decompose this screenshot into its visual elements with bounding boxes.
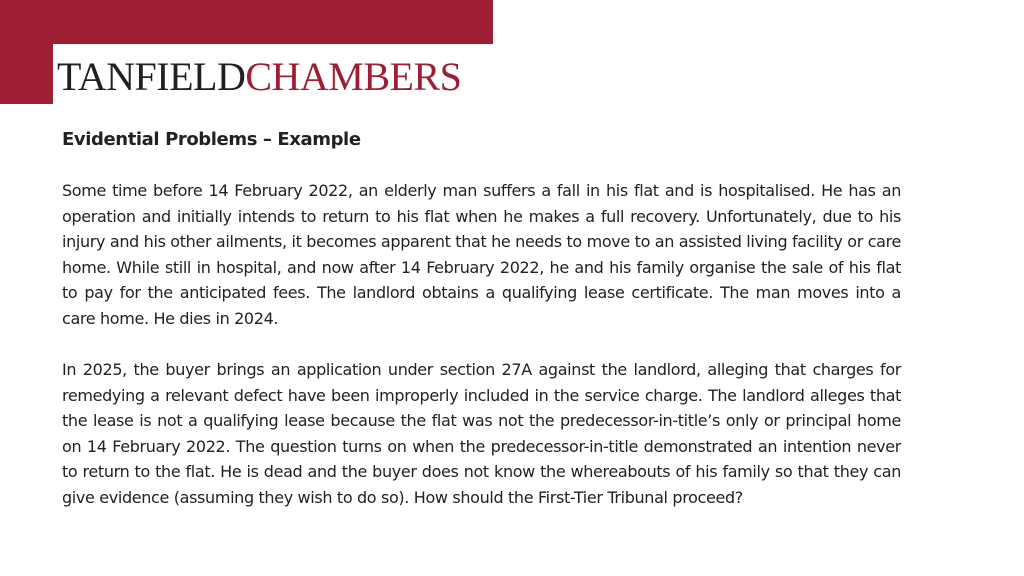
body-paragraph-question: In 2025, the buyer brings an application under section 27A against the landlord, alleging that charges for remedying a relevant defect have been improperly included in the service charge. The landlord alleges that the lease is not a qualifying lease because the flat was not the predecessor-in-title’s only or principal home on 14 February 2022. The question turns on when the predecessor-in-title demonstrated an intention never to return to the flat. He is dead and the buyer does not know the whereabouts of his family so that they can give evidence (assuming they wish to do so). How should the First-Tier Tribunal proceed?: [62, 360, 901, 507]
body-paragraph-facts: Some time before 14 February 2022, an elderly man suffers a fall in his flat and is hospitalised. He has an operation and initially intends to return to his flat when he makes a full recovery. Unfortunately, due to his injury and his other ailments, it becomes apparent that he needs to move to an assisted living facility or care home. While still in hospital, and now after 14 February 2022, he and his family organise the sale of his flat to pay for the anticipated fees. The landlord obtains a qualifying lease certificate. The man moves into a care home. He dies in 2024.: [62, 181, 901, 328]
logo-word-chambers: CHAMBERS: [245, 54, 462, 99]
slide-title: Evidential Problems – Example: [62, 129, 361, 150]
tanfield-chambers-logo: [57, 54, 461, 100]
logo-word-tanfield: TANFIELD: [57, 54, 246, 99]
